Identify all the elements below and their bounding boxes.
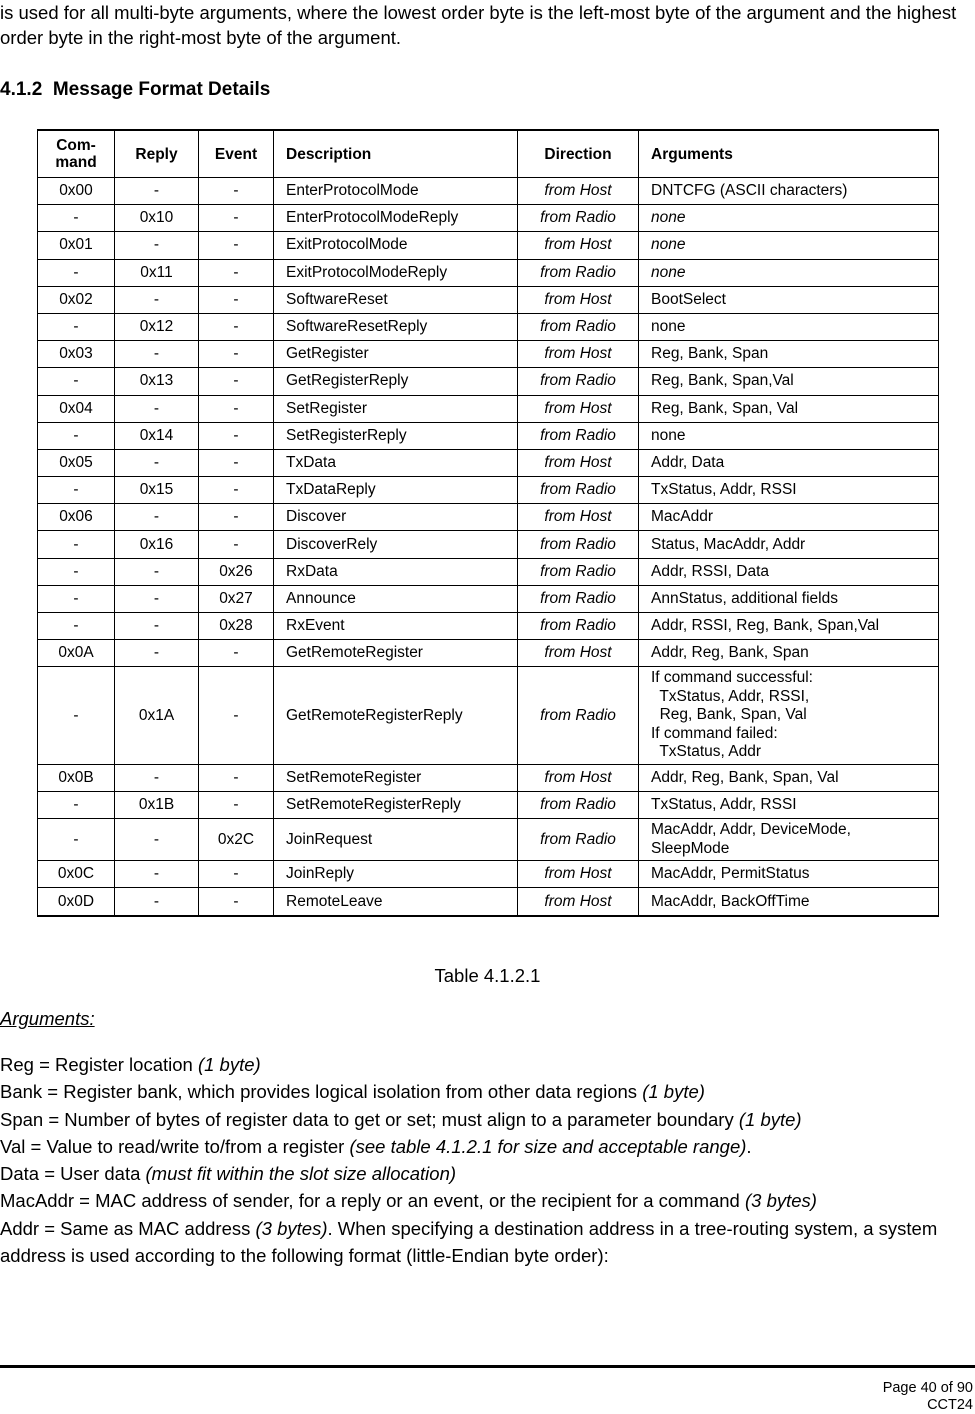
table-row (38, 861, 939, 888)
table-row (38, 449, 939, 476)
table-header-row (38, 130, 939, 178)
argument-text: Val = Value to read/write to/from a register (0, 1135, 350, 1157)
argument-text: MacAddr = MAC address of sender, for a reply or an event, or the recipient for a command (0, 1190, 745, 1212)
cell-event: - (199, 792, 274, 819)
cell-reply: 0x10 (115, 205, 199, 232)
cell-direction: from Radio (518, 667, 639, 765)
cell-command: 0x00 (38, 178, 115, 205)
cell-event: - (199, 178, 274, 205)
cell-reply: 0x15 (115, 477, 199, 504)
cell-event: - (199, 449, 274, 476)
intro-paragraph: is used for all multi-byte arguments, where the lowest order byte is the left-most byte of the argument and the highest order byte in the right-most byte of the argument. (0, 2, 957, 48)
cell-reply: - (115, 232, 199, 259)
cell-command: - (38, 368, 115, 395)
cell-command: - (38, 558, 115, 585)
argument-after: . (746, 1135, 752, 1157)
cell-reply: - (115, 861, 199, 888)
cell-command: 0x04 (38, 395, 115, 422)
cell-command: - (38, 259, 115, 286)
document-id: CCT24 (927, 1397, 973, 1413)
cell-arguments: AnnStatus, additional fields (639, 585, 939, 612)
cell-arguments: MacAddr (639, 504, 939, 531)
argument-note: (1 byte) (197, 1054, 261, 1075)
cell-direction: from Radio (518, 819, 639, 861)
cell-description: SoftwareReset (274, 286, 518, 313)
argument-text: Bank = Register bank, which provides logical isolation from other data regions (0, 1081, 643, 1103)
cell-reply: - (115, 764, 199, 791)
argument-note: (see table 4.1.2.1 for size and acceptable range) (349, 1135, 747, 1157)
cell-event: - (199, 477, 274, 504)
cell-event: - (199, 531, 274, 558)
table-body (38, 178, 939, 916)
table-row (38, 613, 939, 640)
cell-description: JoinRequest (274, 819, 518, 861)
cell-reply: - (115, 341, 199, 368)
cell-arguments: MacAddr, PermitStatus (639, 861, 939, 888)
cell-description: RxEvent (274, 613, 518, 640)
table-row (38, 504, 939, 531)
cell-command: 0x01 (38, 232, 115, 259)
cell-event: - (199, 286, 274, 313)
cell-arguments: Reg, Bank, Span (639, 341, 939, 368)
argument-line (0, 1078, 972, 1105)
section-heading (0, 79, 270, 101)
cell-direction: from Radio (518, 613, 639, 640)
cell-command: 0x06 (38, 504, 115, 531)
table-row (38, 259, 939, 286)
footer-divider (0, 1365, 975, 1368)
header-description: Description (274, 130, 518, 178)
cell-event: - (199, 341, 274, 368)
cell-arguments: DNTCFG (ASCII characters) (639, 178, 939, 205)
cell-command: 0x0B (38, 764, 115, 791)
cell-command: - (38, 205, 115, 232)
cell-event: - (199, 422, 274, 449)
cell-reply: - (115, 888, 199, 916)
table-caption: Table 4.1.2.1 (434, 965, 541, 986)
cell-arguments: none (639, 205, 939, 232)
table-row (38, 286, 939, 313)
cell-arguments: Addr, RSSI, Data (639, 558, 939, 585)
cell-command: 0x0D (38, 888, 115, 916)
table-row (38, 792, 939, 819)
cell-arguments: MacAddr, Addr, DeviceMode, SleepMode (639, 819, 939, 861)
cell-command: 0x0A (38, 640, 115, 667)
cell-event: - (199, 504, 274, 531)
cell-direction: from Radio (518, 792, 639, 819)
cell-command: 0x05 (38, 449, 115, 476)
cell-arguments: BootSelect (639, 286, 939, 313)
header-reply: Reply (115, 130, 199, 178)
cell-command: - (38, 477, 115, 504)
cell-reply: 0x12 (115, 313, 199, 340)
table-row (38, 232, 939, 259)
cell-event: 0x27 (199, 585, 274, 612)
cell-arguments: Status, MacAddr, Addr (639, 531, 939, 558)
header-direction: Direction (518, 130, 639, 178)
argument-line (0, 1160, 972, 1187)
cell-direction: from Radio (518, 531, 639, 558)
cell-arguments: TxStatus, Addr, RSSI (639, 792, 939, 819)
cell-command: - (38, 792, 115, 819)
cell-direction: from Host (518, 449, 639, 476)
table-row (38, 477, 939, 504)
cell-direction: from Radio (518, 558, 639, 585)
cell-description: Announce (274, 585, 518, 612)
cell-event: 0x2C (199, 819, 274, 861)
argument-line (0, 1106, 972, 1133)
cell-event: - (199, 764, 274, 791)
cell-description: GetRemoteRegisterReply (274, 667, 518, 765)
argument-line (0, 1187, 972, 1214)
table-row (38, 667, 939, 765)
cell-description: TxDataReply (274, 477, 518, 504)
cell-arguments: Addr, RSSI, Reg, Bank, Span,Val (639, 613, 939, 640)
cell-event: - (199, 395, 274, 422)
argument-line (0, 1133, 972, 1160)
cell-command: - (38, 531, 115, 558)
cell-event: - (199, 667, 274, 765)
cell-arguments: none (639, 259, 939, 286)
cell-direction: from Radio (518, 205, 639, 232)
cell-event: - (199, 232, 274, 259)
argument-line (0, 1215, 972, 1270)
cell-command: - (38, 819, 115, 861)
cell-direction: from Radio (518, 422, 639, 449)
cell-command: - (38, 422, 115, 449)
cell-arguments: Reg, Bank, Span, Val (639, 395, 939, 422)
cell-arguments: none (639, 422, 939, 449)
cell-description: SetRegisterReply (274, 422, 518, 449)
cell-command: - (38, 667, 115, 765)
table-row (38, 888, 939, 916)
cell-description: SoftwareResetReply (274, 313, 518, 340)
cell-reply: 0x16 (115, 531, 199, 558)
argument-note: (1 byte) (738, 1108, 802, 1130)
cell-direction: from Host (518, 504, 639, 531)
argument-after: . When specifying a destination address in a tree-routing system, a system address is used according to the following format (little-Endian byte order): (0, 1217, 938, 1267)
cell-reply: 0x11 (115, 259, 199, 286)
cell-reply: - (115, 558, 199, 585)
cell-arguments: none (639, 232, 939, 259)
argument-text: Data = User data (0, 1163, 146, 1185)
cell-event: - (199, 640, 274, 667)
table-row (38, 558, 939, 585)
cell-direction: from Host (518, 640, 639, 667)
cell-command: - (38, 613, 115, 640)
cell-description: Discover (274, 504, 518, 531)
cell-reply: 0x13 (115, 368, 199, 395)
cell-arguments: MacAddr, BackOffTime (639, 888, 939, 916)
cell-description: ExitProtocolModeReply (274, 259, 518, 286)
cell-arguments: TxStatus, Addr, RSSI (639, 477, 939, 504)
cell-event: - (199, 313, 274, 340)
cell-description: EnterProtocolModeReply (274, 205, 518, 232)
table-row (38, 368, 939, 395)
cell-description: JoinReply (274, 861, 518, 888)
table-row (38, 764, 939, 791)
table-row (38, 585, 939, 612)
argument-text: Span = Number of bytes of register data to get or set; must align to a parameter boundary (0, 1108, 739, 1130)
cell-direction: from Host (518, 178, 639, 205)
cell-event: - (199, 259, 274, 286)
table-row (38, 205, 939, 232)
cell-reply: - (115, 640, 199, 667)
cell-direction: from Host (518, 395, 639, 422)
cell-reply: - (115, 504, 199, 531)
cell-description: GetRegister (274, 341, 518, 368)
cell-direction: from Host (518, 888, 639, 916)
section-title: Message Format Details (52, 79, 271, 100)
cell-description: TxData (274, 449, 518, 476)
message-format-table (37, 129, 939, 917)
cell-command: 0x02 (38, 286, 115, 313)
cell-description: SetRemoteRegisterReply (274, 792, 518, 819)
page-number: Page 40 of 90 (882, 1380, 973, 1396)
cell-arguments: Addr, Reg, Bank, Span (639, 640, 939, 667)
cell-event: - (199, 368, 274, 395)
cell-reply: 0x14 (115, 422, 199, 449)
cell-reply: - (115, 178, 199, 205)
cell-direction: from Radio (518, 313, 639, 340)
header-arguments: Arguments (639, 130, 939, 178)
cell-reply: 0x1B (115, 792, 199, 819)
argument-text: Addr = Same as MAC address (0, 1217, 256, 1239)
cell-command: - (38, 313, 115, 340)
cell-event: - (199, 888, 274, 916)
cell-command: 0x03 (38, 341, 115, 368)
cell-event: - (199, 861, 274, 888)
argument-note: (3 bytes) (745, 1190, 817, 1212)
cell-direction: from Host (518, 286, 639, 313)
arguments-list (0, 1051, 972, 1269)
table-row (38, 341, 939, 368)
cell-description: RxData (274, 558, 518, 585)
cell-event: - (199, 205, 274, 232)
table-row (38, 395, 939, 422)
cell-reply: - (115, 613, 199, 640)
cell-direction: from Host (518, 341, 639, 368)
cell-reply: - (115, 819, 199, 861)
argument-text: Reg = Register location (0, 1054, 198, 1075)
cell-arguments: Addr, Data (639, 449, 939, 476)
argument-note: (must fit within the slot size allocation) (145, 1163, 457, 1185)
section-number: 4.1.2 (0, 79, 43, 100)
cell-event: 0x26 (199, 558, 274, 585)
cell-reply: - (115, 585, 199, 612)
cell-description: GetRegisterReply (274, 368, 518, 395)
table-row (38, 819, 939, 861)
header-command: Com- mand (38, 130, 115, 178)
cell-description: EnterProtocolMode (274, 178, 518, 205)
header-event: Event (199, 130, 274, 178)
table-row (38, 178, 939, 205)
argument-line (0, 1051, 972, 1078)
cell-reply: - (115, 449, 199, 476)
argument-note: (1 byte) (642, 1081, 705, 1103)
cell-reply: - (115, 395, 199, 422)
cell-description: GetRemoteRegister (274, 640, 518, 667)
page-footer (883, 1380, 973, 1414)
cell-direction: from Radio (518, 477, 639, 504)
cell-direction: from Host (518, 764, 639, 791)
cell-description: RemoteLeave (274, 888, 518, 916)
cell-direction: from Host (518, 232, 639, 259)
cell-direction: from Radio (518, 259, 639, 286)
cell-arguments: If command successful: TxStatus, Addr, RSSI, Reg, Bank, Span, Val If command failed: TxStatus, Addr (639, 667, 939, 765)
cell-description: ExitProtocolMode (274, 232, 518, 259)
cell-description: SetRegister (274, 395, 518, 422)
cell-arguments: Reg, Bank, Span,Val (639, 368, 939, 395)
cell-direction: from Host (518, 861, 639, 888)
cell-description: DiscoverRely (274, 531, 518, 558)
cell-event: 0x28 (199, 613, 274, 640)
arguments-title: Arguments: (0, 1008, 95, 1029)
table-row (38, 422, 939, 449)
cell-direction: from Radio (518, 585, 639, 612)
table-row (38, 313, 939, 340)
cell-direction: from Radio (518, 368, 639, 395)
cell-command: 0x0C (38, 861, 115, 888)
cell-arguments: Addr, Reg, Bank, Span, Val (639, 764, 939, 791)
cell-command: - (38, 585, 115, 612)
cell-reply: - (115, 286, 199, 313)
cell-description: SetRemoteRegister (274, 764, 518, 791)
cell-reply: 0x1A (115, 667, 199, 765)
table-row (38, 640, 939, 667)
table-row (38, 531, 939, 558)
argument-note: (3 bytes) (255, 1217, 328, 1239)
cell-arguments: none (639, 313, 939, 340)
